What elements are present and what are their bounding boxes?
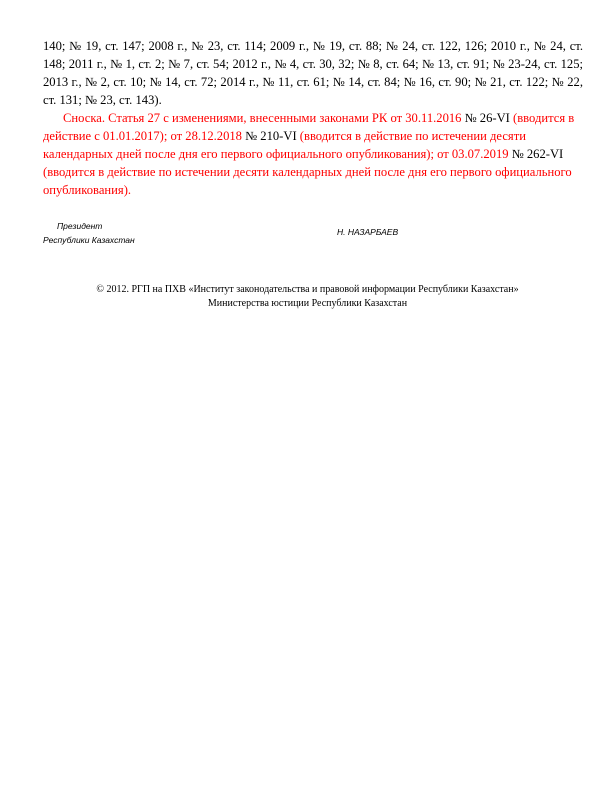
law-number-link-2[interactable]: № 210-VI: [245, 129, 297, 143]
signature-title-line2: Республики Казахстан: [43, 235, 135, 245]
footer-line1: © 2012. РГП на ПХВ «Институт законодательства и правовой информации Республики Казахстан»: [96, 284, 519, 295]
footnote-text-3: (вводится в действие по истечении десяти календарных дней после дня его первого официального опубликования); от 03.07.2019: [43, 129, 526, 161]
footnote-text-4: (вводится в действие по истечении десяти календарных дней после дня его первого официального опубликования).: [43, 165, 572, 197]
document-body: [43, 37, 583, 199]
footnote-text-1: Сноска. Статья 27 с изменениями, внесенными законами РК от 30.11.2016: [63, 111, 465, 125]
signature-name: Н. НАЗАРБАЕВ: [337, 227, 399, 237]
footnote-text-2: (вводится в действие с 01.01.2017); от 28.12.2018: [43, 111, 575, 143]
signature-title-line1: Президент: [57, 221, 103, 231]
copyright-footer: [0, 283, 615, 311]
paragraph-continuation: 140; № 19, ст. 147; 2008 г., № 23, ст. 114; 2009 г., № 19, ст. 88; № 24, ст. 122, 126; 2010 г., № 24, ст. 148; 2011 г., № 1, ст. 2; № 7, ст. 54; 2012 г., № 4, ст. 30, 32; № 8, ст. 64; № 13, ст. 91; № 23-24, ст. 125; 2013 г., № 2, ст. 10; № 14, ст. 72; 2014 г., № 11, ст. 61; № 14, ст. 84; № 16, ст. 90; № 21, ст. 122; № 22, ст. 131; № 23, ст. 143).: [43, 39, 583, 107]
footer-line2: Министерства юстиции Республики Казахстан: [207, 298, 408, 309]
law-number-link-3[interactable]: № 262-VI: [511, 147, 564, 161]
footnote: [43, 109, 583, 199]
signature-title: [43, 219, 163, 247]
law-number-link-1[interactable]: № 26-VI: [464, 111, 510, 125]
